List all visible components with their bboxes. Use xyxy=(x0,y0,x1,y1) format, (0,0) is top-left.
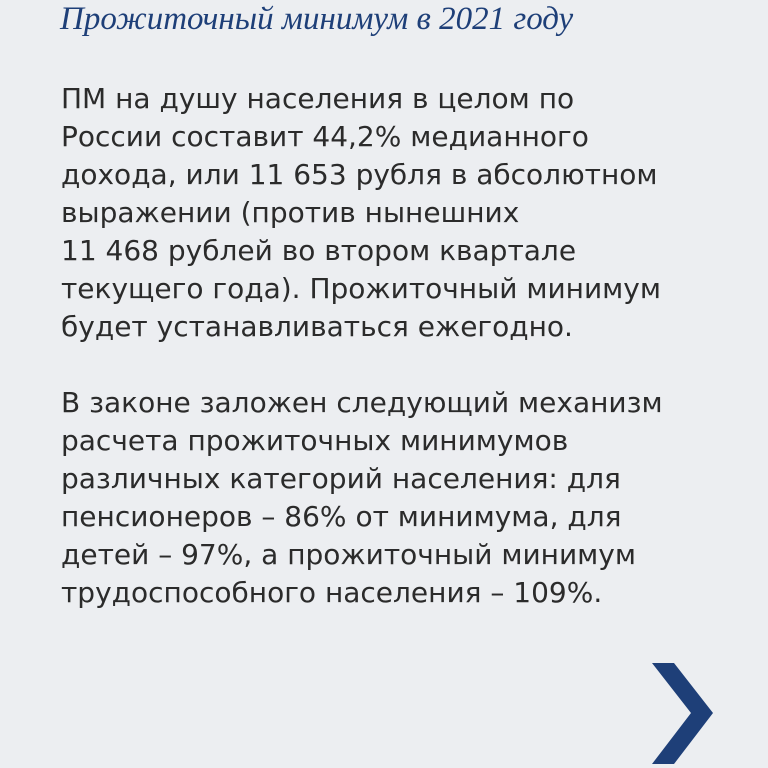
paragraph-line: текущего года). Прожиточный минимум xyxy=(61,272,661,305)
paragraph-line: 11 468 рублей во втором квартале xyxy=(61,234,577,267)
paragraph-line: ПМ на душу населения в целом по xyxy=(61,82,575,115)
paragraph-line: различных категорий населения: для xyxy=(61,462,621,495)
paragraph-line: В законе заложен следующий механизм xyxy=(61,386,663,419)
paragraph-line: России составит 44,2% медианного xyxy=(61,120,589,153)
paragraph-line: детей – 97%, а прожиточный минимум xyxy=(61,538,636,571)
paragraph-line: будет устанавливаться ежегодно. xyxy=(61,310,573,343)
page-title: Прожиточный минимум в 2021 году xyxy=(60,1,574,37)
paragraph-line: пенсионеров – 86% от минимума, для xyxy=(61,500,622,533)
chevron-right-icon[interactable] xyxy=(650,661,715,766)
paragraph-calculation-mechanism xyxy=(61,384,751,612)
paragraph-subsistence-minimum xyxy=(61,80,751,346)
paragraph-line: расчета прожиточных минимумов xyxy=(61,424,569,457)
paragraph-line: дохода, или 11 653 рубля в абсолютном xyxy=(61,158,658,191)
paragraph-line: трудоспособного населения – 109%. xyxy=(61,576,603,609)
paragraph-line: выражении (против нынешних xyxy=(61,196,520,229)
